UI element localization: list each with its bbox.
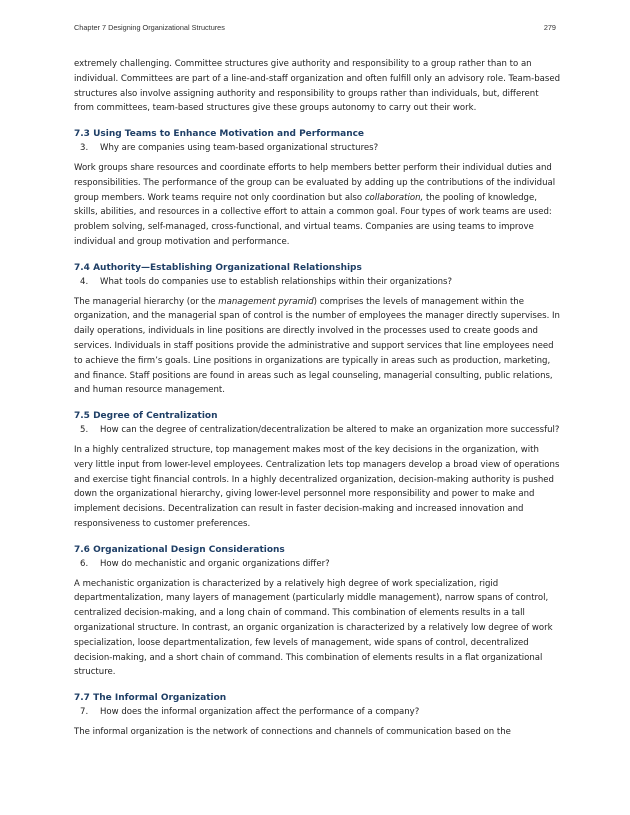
section-heading-7-6: 7.6 Organizational Design Considerations (74, 544, 285, 555)
question-number: 7. (80, 707, 89, 718)
section-paragraph-7-3 (74, 161, 560, 250)
review-question-4 (74, 275, 560, 290)
section-heading-7-5: 7.5 Degree of Centralization (74, 411, 218, 422)
section-paragraph-7-5: In a highly centralized structure, top management makes most of the key decisions in the organization, with very little input from lower-level employees. Centralization lets top managers develop a broad view of operations and exercise tight financial controls. In a highly decentralized organization, decision-making authority is pushed down the organizational hierarchy, giving lower-level personnel more responsibility and power to make and implement decisions. Decentralization can result in faster decision-making and increased innovation and responsiveness to customer preferences. (74, 444, 560, 529)
page-number: 279 (543, 23, 556, 32)
question-text: How can the degree of centralization/decentralization be altered to make an organization more successful? (100, 425, 560, 436)
review-question-3 (74, 141, 560, 156)
paragraph-text: The managerial hierarchy (or the (74, 296, 219, 307)
question-number: 5. (80, 425, 89, 436)
running-header (74, 23, 556, 32)
question-number: 4. (80, 276, 89, 287)
review-question-7 (74, 705, 560, 720)
question-text: How do mechanistic and organic organizations differ? (100, 558, 330, 569)
section-paragraph-7-6: A mechanistic organization is characterized by a relatively high degree of work specialization, rigid departmentalization, many layers of management (particularly middle management), narrow spans of control, centralized decision-making, and a long chain of command. This combination of elements results in a tall organizational structure. In contrast, an organic organization is characterized by a relatively low degree of work specialization, loose departmentalization, few levels of management, wide spans of control, decentralized decision-making, and a short chain of command. This combination of elements results in a flat organizational structure. (74, 578, 553, 678)
question-text: How does the informal organization affect the performance of a company? (100, 707, 420, 718)
section-paragraph-7-7: The informal organization is the network of connections and channels of communication based on the (74, 726, 511, 737)
review-question-6 (74, 557, 560, 572)
review-question-5 (74, 423, 560, 438)
question-number: 6. (80, 558, 89, 569)
intro-paragraph: extremely challenging. Committee structures give authority and responsibility to a group rather than to an individual. Committees are part of a line-and-staff organization and often fulfill only an advisory role. Team-based structures also involve assigning authority and responsibility to groups rather than individuals, but, different from committees, team-based structures give these groups autonomy to carry out their work. (74, 59, 560, 114)
chapter-title: Chapter 7 Designing Organizational Structures (74, 23, 225, 32)
emphasis-term: collaboration, (364, 192, 424, 203)
section-heading-7-4: 7.4 Authority—Establishing Organizational Relationships (74, 262, 362, 273)
question-text: What tools do companies use to establish relationships within their organizations? (100, 276, 453, 287)
page-content (74, 57, 560, 747)
paragraph-text: Work groups share resources and coordinate efforts to help members better perform their individual duties and responsibilities. The performance of the group can be evaluated by adding up the contributions of the individual group members. Work teams require not only coordination but also (74, 162, 556, 203)
section-paragraph-7-4 (74, 295, 560, 399)
question-text: Why are companies using team-based organizational structures? (100, 143, 379, 154)
paragraph-text: ) comprises the levels of management within the organization, and the managerial span of control is the number of employees the manager directly supervises. In daily operations, individuals in line positions are directly involved in the processes used to create goods and services. Individuals in staff positions provide the administrative and support services that line employees need to achieve the firm’s goals. Line positions in organizations are typically in areas such as production, marketing, and finance. Staff positions are found in areas such as legal counseling, managerial consulting, public relations, and human resource management. (74, 296, 560, 396)
section-heading-7-7: 7.7 The Informal Organization (74, 693, 227, 704)
paragraph-text: the pooling of knowledge, skills, abilities, and resources in a collective effort to attain a common goal. Four types of work teams are used: problem solving, self-managed, cross-functional, and virtual teams. Companies are using teams to improve individual and group motivation and performance. (74, 192, 552, 247)
section-heading-7-3: 7.3 Using Teams to Enhance Motivation and Performance (74, 129, 365, 140)
emphasis-term: management pyramid (218, 296, 314, 307)
question-number: 3. (80, 143, 89, 154)
